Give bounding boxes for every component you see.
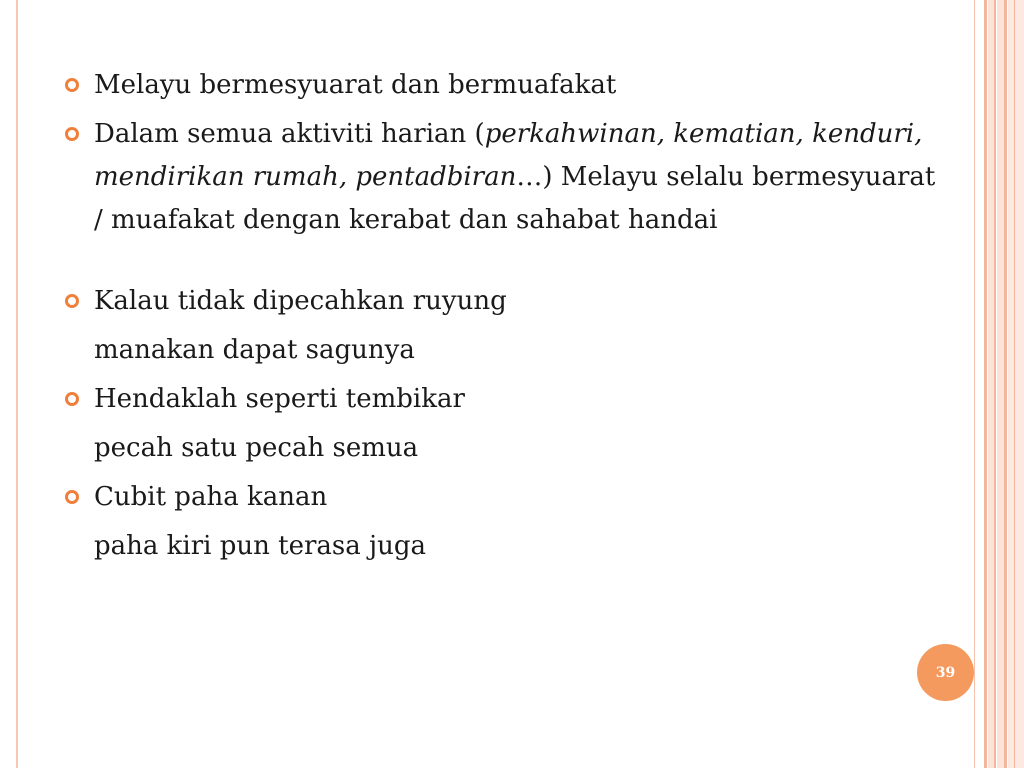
bullet-text: Dalam semua aktiviti harian (	[94, 119, 485, 149]
spacer	[62, 242, 942, 280]
decorative-stripe	[984, 0, 987, 768]
circle-bullet-icon	[65, 490, 79, 504]
bullet-continuation: manakan dapat sagunya	[94, 335, 415, 365]
bullet-item	[62, 378, 942, 421]
decorative-stripe	[1014, 0, 1015, 768]
bullet-item	[62, 113, 942, 242]
decorative-stripe	[1008, 0, 1024, 768]
circle-bullet-icon	[65, 294, 79, 308]
decorative-stripe	[1004, 0, 1007, 768]
bullet-continuation: paha kiri pun terasa juga	[94, 531, 426, 561]
bullet-item	[62, 476, 942, 519]
bullet-text: …) Melayu selalu bermesyuarat / muafakat dengan kerabat dan sahabat handai	[94, 162, 936, 235]
decorative-stripe	[994, 0, 996, 768]
bullet-item	[62, 64, 942, 107]
bullet-item	[62, 280, 942, 323]
bullet-text: Hendaklah seperti tembikar	[94, 384, 465, 414]
bullet-text: Kalau tidak dipecahkan ruyung	[94, 286, 507, 316]
bullet-text: Melayu bermesyuarat dan bermuafakat	[94, 70, 617, 100]
circle-bullet-icon	[65, 392, 79, 406]
bullet-continuation: pecah satu pecah semua	[94, 433, 419, 463]
decorative-stripe	[974, 0, 975, 768]
bullet-text: Cubit paha kanan	[94, 482, 328, 512]
circle-bullet-icon	[65, 78, 79, 92]
circle-bullet-icon	[65, 127, 79, 141]
page-number: 39	[935, 664, 956, 681]
decorative-stripe	[997, 0, 1004, 768]
slide-body	[62, 64, 942, 568]
page-number-badge	[917, 644, 974, 701]
left-border-line	[16, 0, 18, 768]
bullet-italic-text: perkahwinan, kematian, kenduri, mendirikan rumah, pentadbiran	[94, 119, 923, 192]
